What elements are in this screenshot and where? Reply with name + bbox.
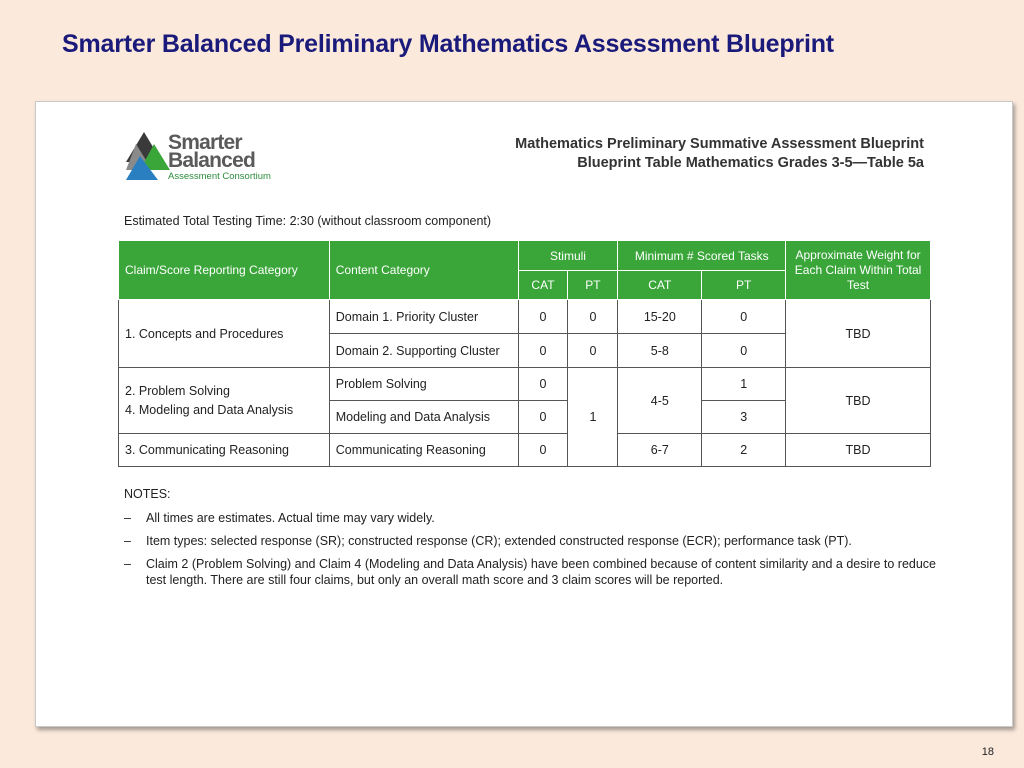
header-stimuli-pt: PT bbox=[568, 271, 618, 300]
table-row bbox=[119, 434, 931, 467]
stimuli-pt-merged-cell: 1 bbox=[568, 368, 618, 467]
tasks-cat-cell: 6-7 bbox=[618, 434, 702, 467]
tasks-cat-cell: 15-20 bbox=[618, 300, 702, 334]
claim-cell: 1. Concepts and Procedures bbox=[119, 300, 330, 368]
stimuli-pt-cell: 0 bbox=[568, 334, 618, 368]
notes-section bbox=[124, 486, 944, 595]
header-claim: Claim/Score Reporting Category bbox=[119, 241, 330, 300]
note-dash: – bbox=[124, 557, 131, 571]
content-cell: Domain 2. Supporting Cluster bbox=[329, 334, 518, 368]
claim-cell: 3. Communicating Reasoning bbox=[119, 434, 330, 467]
table-row bbox=[119, 368, 931, 401]
claim-line-problem-solving: 2. Problem Solving bbox=[125, 383, 230, 398]
note-text: Item types: selected response (SR); constructed response (CR); extended constructed response (ECR); performance task (PT). bbox=[146, 534, 852, 548]
header-scored-tasks: Minimum # Scored Tasks bbox=[618, 241, 786, 271]
slide-title: Smarter Balanced Preliminary Mathematics Assessment Blueprint bbox=[62, 30, 834, 58]
stimuli-pt-cell: 0 bbox=[568, 300, 618, 334]
smarter-balanced-logo bbox=[126, 130, 286, 182]
header-tasks-pt: PT bbox=[702, 271, 786, 300]
claim-line-modeling: 4. Modeling and Data Analysis bbox=[125, 402, 294, 417]
content-cell: Modeling and Data Analysis bbox=[329, 401, 518, 434]
header-stimuli: Stimuli bbox=[518, 241, 618, 271]
document-panel bbox=[35, 101, 1013, 727]
blueprint-table bbox=[118, 240, 931, 467]
content-cell: Communicating Reasoning bbox=[329, 434, 518, 467]
logo-subtitle: Assessment Consortium bbox=[168, 171, 271, 182]
page-number: 18 bbox=[981, 746, 994, 758]
tasks-pt-cell: 1 bbox=[702, 368, 786, 401]
slide-header bbox=[0, 0, 1024, 100]
note-dash: – bbox=[124, 534, 131, 548]
stimuli-cat-cell: 0 bbox=[518, 300, 568, 334]
stimuli-cat-cell: 0 bbox=[518, 434, 568, 467]
header-stimuli-cat: CAT bbox=[518, 271, 568, 300]
stimuli-cat-cell: 0 bbox=[518, 368, 568, 401]
header-content: Content Category bbox=[329, 241, 518, 300]
stimuli-cat-cell: 0 bbox=[518, 401, 568, 434]
content-cell: Problem Solving bbox=[329, 368, 518, 401]
tasks-pt-cell: 2 bbox=[702, 434, 786, 467]
weight-cell: TBD bbox=[786, 368, 931, 434]
logo-word-smarter: Smarter bbox=[168, 131, 242, 154]
table-row bbox=[119, 300, 931, 334]
list-item bbox=[124, 556, 944, 588]
document-heading-line2: Blueprint Table Mathematics Grades 3-5—Table 5a bbox=[577, 155, 924, 171]
logo-triangles-icon bbox=[126, 130, 170, 182]
content-cell: Domain 1. Priority Cluster bbox=[329, 300, 518, 334]
weight-cell: TBD bbox=[786, 300, 931, 368]
note-text: Claim 2 (Problem Solving) and Claim 4 (Modeling and Data Analysis) have been combined because of content similarity and a desire to reduce test length. There are still four claims, but only an overall math score and 3 claim scores will be reported. bbox=[146, 557, 936, 587]
document-heading-line1: Mathematics Preliminary Summative Assessment Blueprint bbox=[515, 136, 924, 152]
stimuli-cat-cell: 0 bbox=[518, 334, 568, 368]
list-item bbox=[124, 510, 944, 526]
note-text: All times are estimates. Actual time may vary widely. bbox=[146, 511, 435, 525]
tasks-pt-cell: 0 bbox=[702, 300, 786, 334]
tasks-cat-merged-cell: 4-5 bbox=[618, 368, 702, 434]
tasks-pt-cell: 0 bbox=[702, 334, 786, 368]
testing-time: Estimated Total Testing Time: 2:30 (without classroom component) bbox=[124, 214, 492, 228]
header-tasks-cat: CAT bbox=[618, 271, 702, 300]
claim-cell-combined bbox=[119, 368, 330, 434]
tasks-cat-cell: 5-8 bbox=[618, 334, 702, 368]
header-weight: Approximate Weight for Each Claim Within Total Test bbox=[786, 241, 931, 300]
logo-word-balanced: Balanced bbox=[168, 149, 255, 172]
notes-title: NOTES: bbox=[124, 487, 171, 501]
weight-cell: TBD bbox=[786, 434, 931, 467]
tasks-pt-cell: 3 bbox=[702, 401, 786, 434]
note-dash: – bbox=[124, 511, 131, 525]
list-item bbox=[124, 533, 944, 549]
document-heading bbox=[515, 135, 924, 173]
